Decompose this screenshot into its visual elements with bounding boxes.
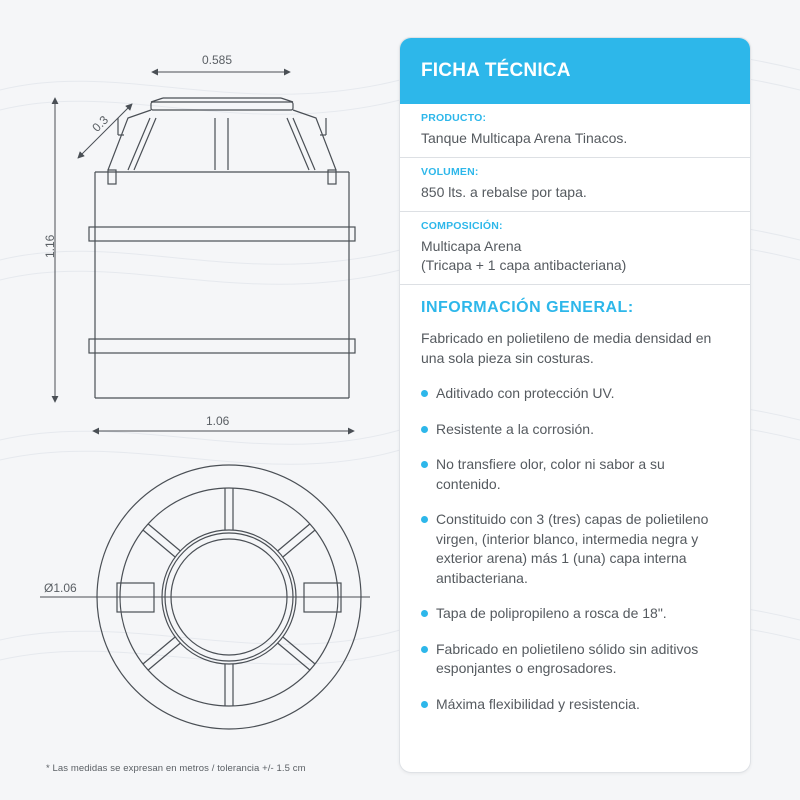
feature-text: Máxima flexibilidad y resistencia. bbox=[436, 695, 640, 712]
feature-item bbox=[421, 455, 729, 494]
feature-text: No transfiere olor, color ni sabor a su contenido. bbox=[436, 456, 665, 492]
general-info-section bbox=[400, 285, 750, 714]
dim-height-label: 1.16 bbox=[43, 234, 57, 258]
dim-diameter-label: Ø1.06 bbox=[44, 581, 77, 595]
dim-width-label: 1.06 bbox=[206, 414, 230, 428]
feature-text: Constituido con 3 (tres) capas de polietileno virgen, (interior blanco, intermedia negra y exterior arena) más 1 (una) capa interna antibacteriana. bbox=[436, 511, 709, 586]
card-header-title: FICHA TÉCNICA bbox=[400, 38, 750, 104]
feature-list bbox=[421, 384, 729, 714]
general-info-title: INFORMACIÓN GENERAL: bbox=[421, 299, 634, 316]
dimension-lines bbox=[40, 72, 370, 597]
feature-text: Tapa de polipropileno a rosca de 18". bbox=[436, 605, 667, 621]
feature-item bbox=[421, 695, 729, 715]
feature-item bbox=[421, 420, 729, 440]
spec-row-volume bbox=[400, 158, 750, 212]
bullet-dot-icon bbox=[421, 461, 428, 468]
feature-item bbox=[421, 384, 729, 404]
feature-text: Fabricado en polietileno sólido sin aditivos esponjantes o engrosadores. bbox=[436, 640, 699, 676]
composition-value-line1: Multicapa Arena bbox=[421, 238, 522, 254]
footnote: * Las medidas se expresan en metros / tolerancia +/- 1.5 cm bbox=[46, 763, 306, 774]
composition-label: COMPOSICIÓN: bbox=[421, 220, 503, 232]
spec-row-composition bbox=[400, 212, 750, 285]
feature-item bbox=[421, 604, 729, 624]
feature-item bbox=[421, 510, 729, 588]
volume-value: 850 lts. a rebalse por tapa. bbox=[421, 184, 587, 200]
bullet-dot-icon bbox=[421, 390, 428, 397]
bullet-dot-icon bbox=[421, 701, 428, 708]
bullet-dot-icon bbox=[421, 426, 428, 433]
feature-item bbox=[421, 640, 729, 679]
feature-text: Aditivado con protección UV. bbox=[436, 385, 615, 401]
feature-text: Resistente a la corrosión. bbox=[436, 420, 594, 437]
product-value: Tanque Multicapa Arena Tinacos. bbox=[421, 130, 628, 146]
product-label: PRODUCTO: bbox=[421, 112, 487, 124]
general-info-intro: Fabricado en polietileno de media densidad en una sola pieza sin costuras. bbox=[421, 330, 712, 366]
bullet-dot-icon bbox=[421, 610, 428, 617]
dim-top-width-label: 0.585 bbox=[202, 53, 233, 67]
tank-side-view bbox=[89, 98, 355, 398]
composition-value-line2: (Tricapa + 1 capa antibacteriana) bbox=[421, 257, 627, 273]
volume-label: VOLUMEN: bbox=[421, 166, 479, 178]
spec-row-product bbox=[400, 104, 750, 158]
dim-depth-label: 0.3 bbox=[89, 112, 112, 135]
spec-card bbox=[399, 37, 751, 773]
bullet-dot-icon bbox=[421, 646, 428, 653]
bullet-dot-icon bbox=[421, 516, 428, 523]
